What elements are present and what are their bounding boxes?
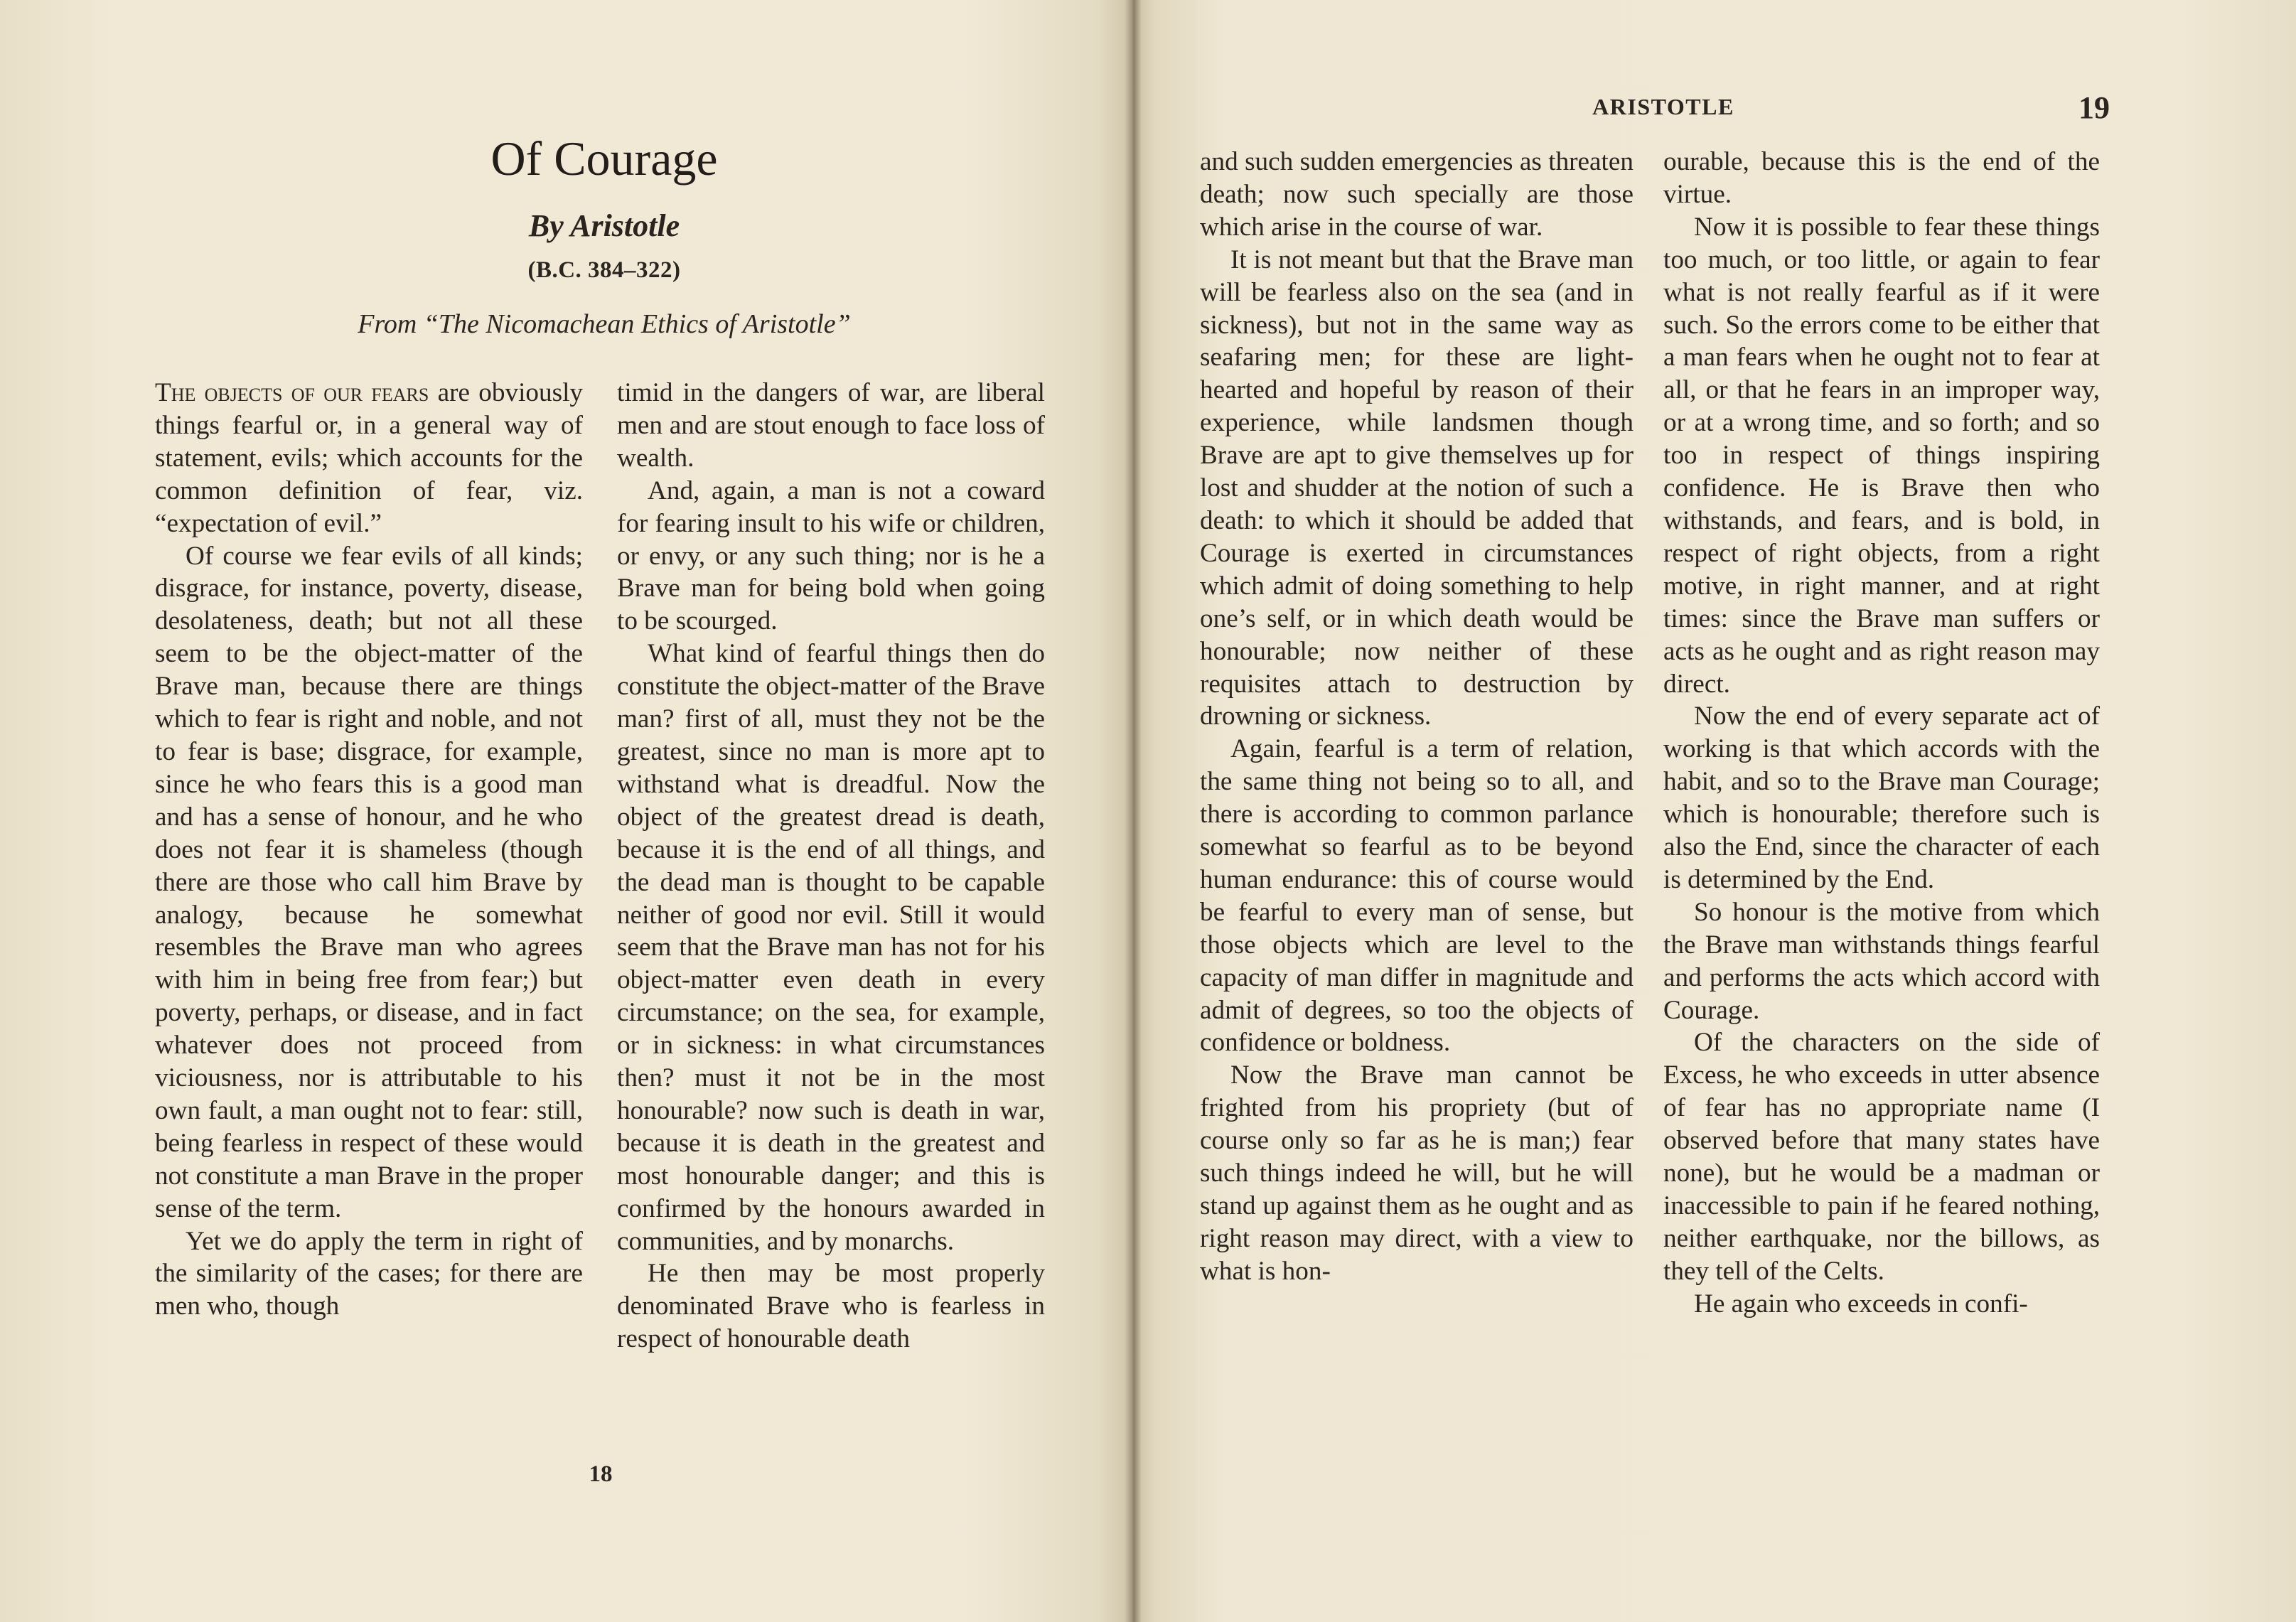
right-column-2 — [1663, 146, 2100, 1321]
paragraph: He again who exceeds in confi- — [1694, 1289, 2028, 1318]
paragraph: He then may be most properly denominated Brave who is fearless in respect of honourable death — [617, 1259, 1045, 1354]
paragraph: So honour is the motive from which the Brave man withstands things fearful and performs the acts which accord with Courage. — [1663, 897, 2100, 1025]
essay-author: By Aristotle — [528, 208, 680, 243]
paragraph: and such sudden emergencies as threaten death; now such specially are those which arise in the course of war. — [1200, 147, 1634, 242]
right-column-1 — [1200, 146, 1634, 1288]
left-page — [0, 0, 1132, 1622]
left-column-2 — [617, 377, 1045, 1355]
book-gutter — [1125, 0, 1142, 1622]
paragraph: timid in the dangers of war, are liberal men and are stout enough to face loss of wealth. — [617, 378, 1045, 473]
opening-smallcaps: The objects of our fears — [155, 378, 429, 407]
left-column-1 — [155, 377, 583, 1323]
paragraph-text: are obviously things fearful or, in a general way of statement, evils; which accounts for the common definition of fear, viz. “expectation of evil.” — [155, 378, 583, 538]
paragraph: It is not meant but that the Brave man will be fearless also on the sea (and in sickness), but not in the same way as seafaring men; for these are light-hearted and hopeful by reason of their experience, while landsmen though Brave are apt to give themselves up for lost and shudder at the notion of such a death: to which it should be added that Courage is exerted in circumstances which admit of doing something to help one’s self, or in which death would be honourable; now neither of these requisites attach to destruction by drowning or sickness. — [1200, 245, 1634, 731]
paragraph — [155, 377, 583, 540]
author-dates: (B.C. 384–322) — [527, 257, 681, 283]
running-head: ARISTOTLE — [1592, 94, 1734, 119]
paragraph: Of course we fear evils of all kinds; disgrace, for instance, poverty, disease, desolateness, death; but not all these seem to be the object-matter of the Brave man, because there are things which to fear is right and noble, and not to fear is base; disgrace, for example, since he who fears this is a good man and has a sense of honour, and he who does not fear it is shameless (though there are those who call him Brave by analogy, because he somewhat resembles the Brave man who agrees with him in being free from fear;) but poverty, perhaps, or disease, and in fact whatever does not proceed from viciousness, nor is attributable to his own fault, a man ought not to fear: still, being fearless in respect of these would not constitute a man Brave in the proper sense of the term. — [155, 541, 583, 1223]
page-number-right: 19 — [2078, 90, 2110, 125]
paragraph: ourable, because this is the end of the virtue. — [1663, 147, 2100, 209]
essay-source: From “The Nicomachean Ethics of Aristotle” — [358, 309, 851, 339]
paragraph: Now the end of every separate act of working is that which accords with the habit, and so to the Brave man Courage; which is honourable; therefore such is also the End, since the character of each is determined by the End. — [1663, 702, 2100, 894]
paragraph: Now it is possible to fear these things too much, or too little, or again to fear what is not really fearful as if it were such. So the errors come to be either that a man fears when he ought not to fear at all, or that he fears in an improper way, or at a wrong time, and so forth; and so too in respect of things inspiring confidence. He is Brave then who withstands, and fears, and is bold, in respect of right objects, from a right motive, in right manner, and at right times: since the Brave man suffers or acts as he ought and as right reason may direct. — [1663, 212, 2100, 699]
page-number-left: 18 — [589, 1461, 613, 1487]
paragraph: What kind of fearful things then do constitute the object-matter of the Brave man? first of all, must they not be the greatest, since no man is more apt to withstand what is dreadful. Now the object of the greatest dread is death, because it is the end of all things, and the dead man is thought to be capable neither of good nor evil. Still it would seem that the Brave man has not for his object-matter even death in every circumstance; on the sea, for example, or in sickness: in what circumstances then? must it not be in the most honourable? now such is death in war, because it is death in the greatest and most honourable danger; and this is confirmed by the honours awarded in communities, and by monarchs. — [617, 639, 1045, 1256]
paragraph: Again, fearful is a term of relation, the same thing not being so to all, and there is according to common parlance somewhat so fearful as to be beyond human endurance: this of course would be fearful to every man of sense, but those objects which are level to the capacity of man differ in magnitude and admit of degrees, so too the objects of confidence or boldness. — [1200, 734, 1634, 1058]
paragraph: And, again, a man is not a coward for fearing insult to his wife or children, or envy, or any such thing; nor is he a Brave man for being bold when going to be scourged. — [617, 476, 1045, 636]
paragraph: Now the Brave man cannot be frighted from his propriety (but of course only so far as he is man;) fear such things indeed he will, but he will stand up against them as he ought and as right reason may direct, with a view to what is hon- — [1200, 1060, 1634, 1286]
paragraph: Of the characters on the side of Excess, he who exceeds in utter absence of fear has no appropriate name (I observed before that many states have none), but he would be a madman or inaccessible to pain if he feared nothing, neither earthquake, nor the billows, as they tell of the Celts. — [1663, 1028, 2100, 1286]
paragraph: Yet we do apply the term in right of the similarity of the cases; for there are men who, though — [155, 1226, 583, 1321]
essay-title: Of Courage — [490, 131, 718, 186]
